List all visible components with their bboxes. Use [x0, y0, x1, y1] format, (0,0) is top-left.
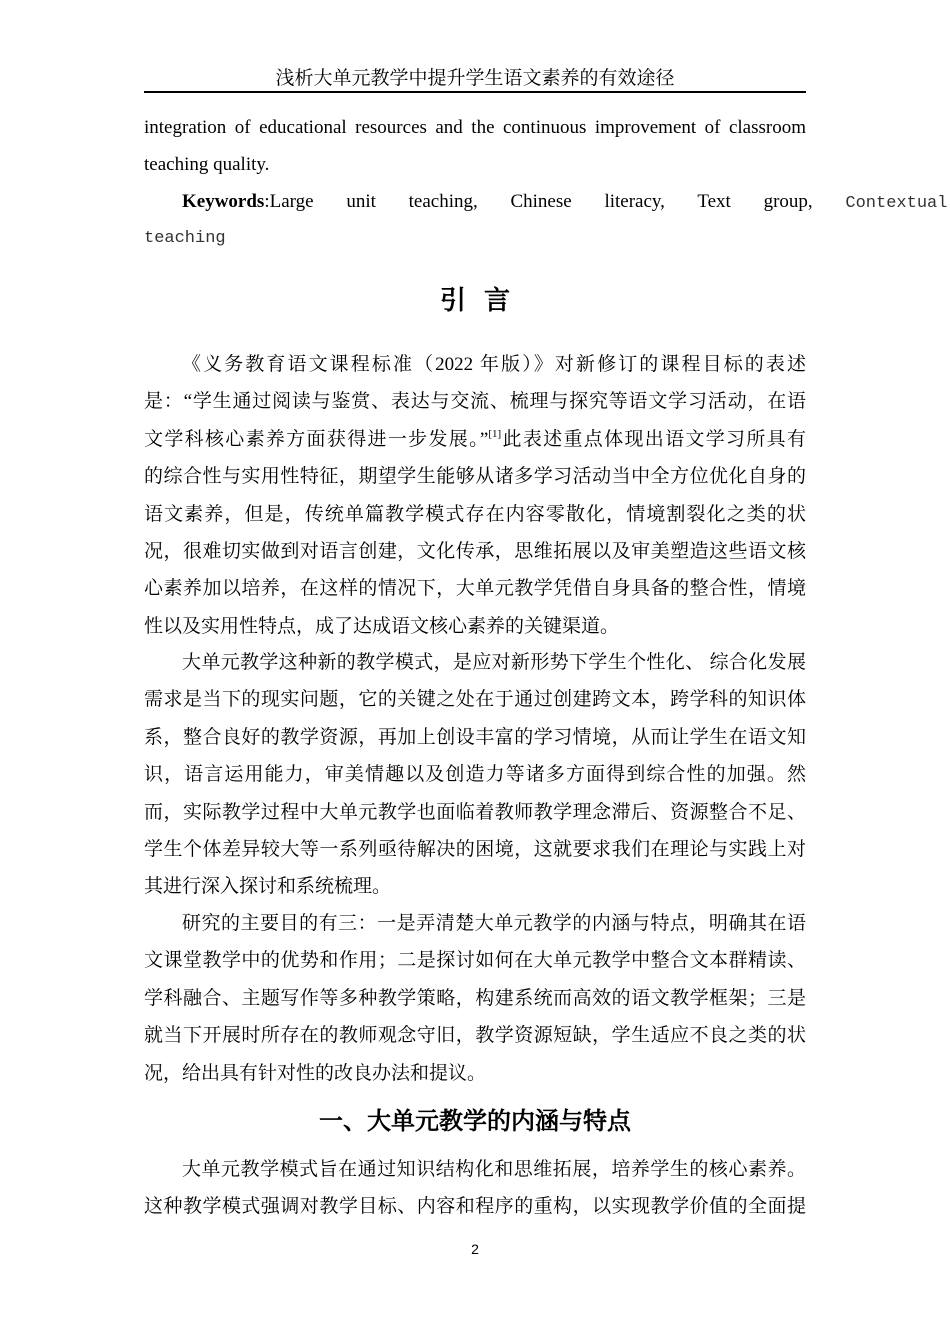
- paragraph-line: 性以及实用性特点，成了达成语文核心素养的关键渠道。: [144, 615, 620, 637]
- keywords-label: Keywords: [182, 191, 265, 212]
- keywords: [144, 183, 948, 258]
- paragraph-line: 文学科核心素养方面获得进一步发展。”[1]此表述重点体现出语文学习所具有: [144, 427, 806, 450]
- intro-paragraph-3: [144, 905, 806, 1092]
- paragraph-line: 语文素养，但是，传统单篇教学模式存在内容零散化，情境割裂化之类的状: [144, 503, 806, 525]
- keywords-line: [144, 183, 948, 220]
- paragraph-line: 是：“学生通过阅读与鉴赏、表达与交流、梳理与探究等语文学习活动，在语: [144, 391, 806, 413]
- intro-heading: 引 言: [439, 286, 511, 316]
- paragraph-line: 而，实际教学过程中大单元教学也面临着教师教学理念滞后、资源整合不足、: [144, 801, 806, 823]
- paragraph-line: 大单元教学这种新的教学模式，是应对新形势下学生个性化、 综合化发展: [182, 652, 806, 673]
- paragraph-line: 研究的主要目的有三：一是弄清楚大单元教学的内涵与特点，明确其在语: [182, 913, 806, 934]
- paragraph-line: 学生个体差异较大等一系列亟待解决的困境，这就要求我们在理论与实践上对: [144, 838, 806, 860]
- running-header: 浅析大单元教学中提升学生语文素养的有效途径: [275, 68, 675, 89]
- paragraph-line: 心素养加以培养，在这样的情况下，大单元教学凭借自身具备的整合性，情境: [144, 578, 806, 600]
- keywords-line: teaching: [144, 229, 226, 249]
- paragraph-line: 其进行深入探讨和系统梳理。: [144, 876, 392, 898]
- paragraph-line: 文课堂教学中的优势和作用；二是探讨如何在大单元教学中整合文本群精读、: [144, 950, 806, 972]
- keywords-text: :Large unit teaching, Chinese literacy, Text group,: [264, 191, 846, 212]
- paragraph-line: 系，整合良好的教学资源，再加上创设丰富的学习情境，从而让学生在语文知: [144, 726, 806, 748]
- paragraph-line: 这种教学模式强调对教学目标、内容和程序的重构，以实现教学价值的全面提: [144, 1196, 806, 1218]
- page-number: 2: [471, 1241, 479, 1257]
- paragraph-line: 的综合性与实用性特征，期望学生能够从诸多学习活动当中全方位优化自身的: [144, 466, 806, 488]
- header-rule: [144, 91, 806, 93]
- paragraph-line: 况，给出具有针对性的改良办法和提议。: [144, 1062, 487, 1084]
- citation-ref: [1]: [488, 427, 502, 440]
- keywords-text-mono: Contextual: [845, 194, 948, 213]
- abstract-line: teaching quality.: [144, 154, 270, 176]
- abstract-tail: [144, 109, 806, 184]
- intro-paragraph-2: [144, 644, 806, 906]
- paragraph-line: 学科融合、主题写作等多种教学策略，构建系统而高效的语文教学框架；三是: [144, 987, 806, 1009]
- paragraph-line: 识，语言运用能力，审美情趣以及创造力等诸多方面得到综合性的加强。然: [144, 764, 806, 786]
- section-1-paragraph-1: [144, 1151, 806, 1226]
- paragraph-line: 需求是当下的现实问题，它的关键之处在于通过创建跨文本，跨学科的知识体: [144, 689, 806, 711]
- paragraph-line: 就当下开展时所存在的教师观念守旧，教学资源短缺，学生适应不良之类的状: [144, 1025, 806, 1047]
- section-1-heading: 一、大单元教学的内涵与特点: [319, 1107, 631, 1135]
- paragraph-line: 况，很难切实做到对语言创建，文化传承，思维拓展以及审美塑造这些语文核: [144, 540, 806, 562]
- paragraph-line: 大单元教学模式旨在通过知识结构化和思维拓展，培养学生的核心素养。: [182, 1159, 806, 1180]
- abstract-line: integration of educational resources and the continuous improvement of classroom: [144, 117, 806, 138]
- paragraph-line: 《义务教育语文课程标准（2022 年版）》对新修订的课程目标的表述: [182, 354, 806, 375]
- intro-paragraph-1: [144, 346, 806, 645]
